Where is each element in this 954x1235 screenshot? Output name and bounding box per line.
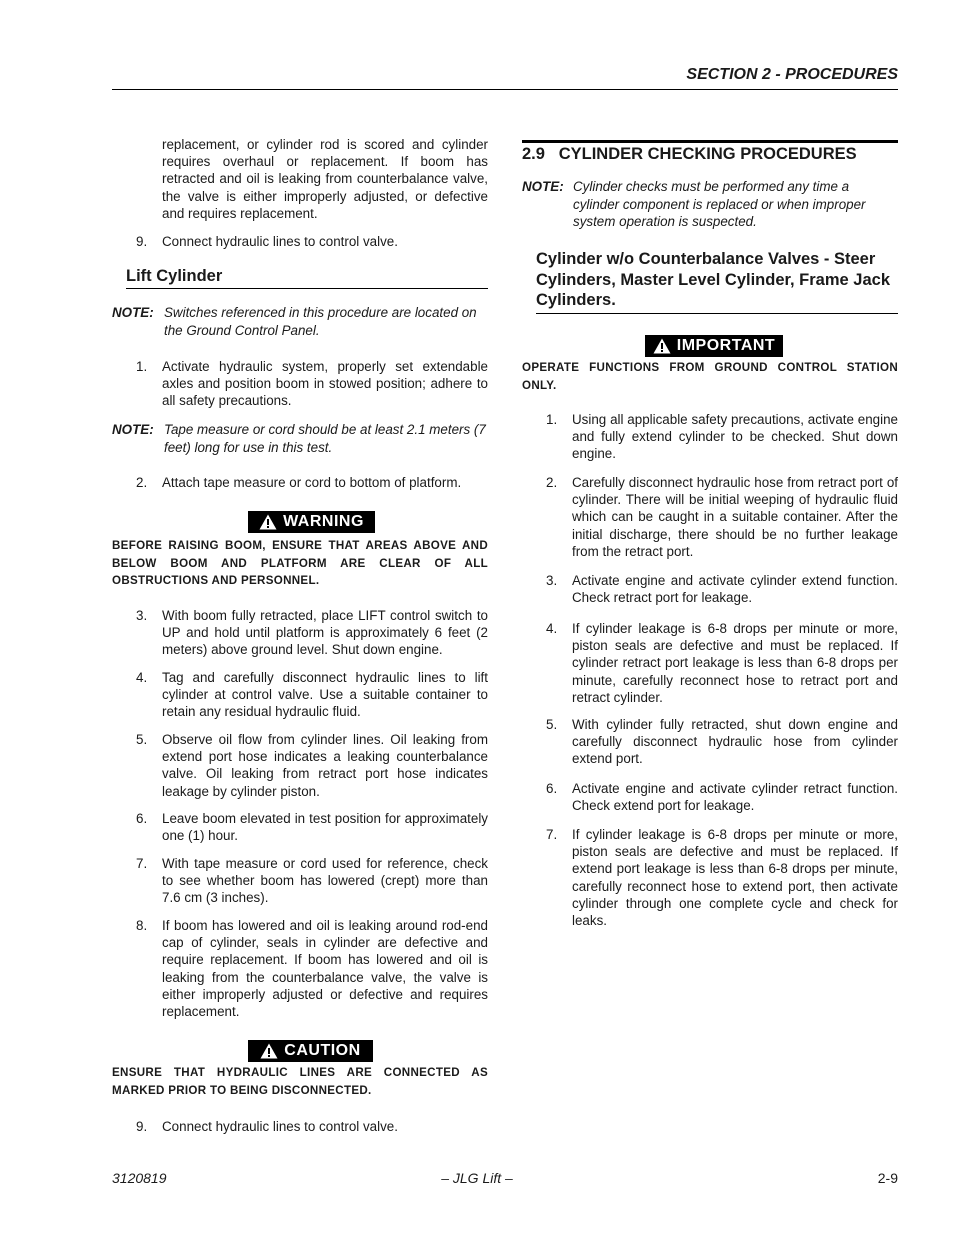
step-text: Using all applicable safety precautions, activate engine and fully extend cylinder to be checked. Shut down engine.	[572, 412, 898, 462]
step-number: 8.	[136, 918, 148, 933]
step-number: 1.	[136, 359, 148, 374]
caution-badge	[248, 1040, 373, 1062]
important-label: IMPORTANT	[676, 337, 776, 354]
list-item	[136, 358, 488, 410]
section-title: SECTION 2 - PROCEDURES	[686, 66, 898, 83]
step-text: With boom fully retracted, place LIFT control switch to UP and hold until platform is approximately 6 feet (2 meters) above ground level. Shut down engine.	[162, 608, 488, 658]
important-text: OPERATE FUNCTIONS FROM GROUND CONTROL STATION ONLY.	[522, 361, 898, 392]
footer-center: – JLG Lift –	[441, 1170, 513, 1186]
caution-triangle-icon	[260, 1043, 278, 1059]
note-label: NOTE:	[522, 179, 564, 194]
step-text: Activate engine and activate cylinder extend function. Check retract port for leakage.	[572, 573, 898, 606]
subheading-underline	[536, 313, 898, 314]
step-number: 5.	[136, 732, 148, 747]
step-text: Activate engine and activate cylinder retract function. Check extend port for leakage.	[572, 781, 898, 814]
important-triangle-icon	[653, 338, 671, 354]
cylinder-subheading: Cylinder w/o Counterbalance Valves - Steer Cylinders, Master Level Cylinder, Frame Jack Cylinders.	[536, 250, 891, 309]
warning-label: WARNING	[283, 513, 364, 530]
note-text: Cylinder checks must be performed any time a cylinder component is replaced or when improper system operation is suspected.	[573, 179, 866, 229]
step-number: 7.	[546, 827, 558, 842]
step-text: If cylinder leakage is 6-8 drops per minute or more, piston seals are defective and must be replaced. If cylinder retract port leakage is less than 6-8 drops per minute, carefully reconnect hose to retract port and retract cylinder.	[572, 621, 898, 705]
important-badge	[645, 335, 783, 357]
intro-paragraph: replacement, or cylinder rod is scored and cylinder requires overhaul or replacement. If boom has retracted and oil is leaking from counterbalance valve, the valve is either improperly adjusted, or defective and requires replacement.	[162, 137, 488, 221]
step-text: With tape measure or cord used for reference, check to see whether boom has lowered (crept) more than 7.6 cm (3 inches).	[162, 856, 488, 906]
lift-cylinder-heading: Lift Cylinder	[126, 267, 223, 285]
step-text: Carefully disconnect hydraulic hose from retract port of cylinder. There will be initial weeping of hydraulic fluid which can be caught in a suitable container. After the initial discharge, there should be no further leakage from the retract port.	[572, 475, 898, 559]
step-text: If cylinder leakage is 6-8 drops per minute or more, piston seals are defective and must be replaced. If extend port leakage is less than 6-8 drops per minute, carefully reconnect hose to extend port, then activate cylinder through one complete cycle and check for leaks.	[572, 827, 898, 929]
step-number: 7.	[136, 856, 148, 871]
list-item	[136, 1118, 488, 1136]
section-top-rule	[522, 140, 898, 143]
warning-triangle-icon	[259, 514, 277, 530]
step-text: With cylinder fully retracted, shut down engine and carefully disconnect hydraulic hose from cylinder extend port.	[572, 717, 898, 767]
step-number: 2.	[136, 475, 148, 490]
step-number: 5.	[546, 717, 558, 732]
step-number: 6.	[546, 781, 558, 796]
step-text: If boom has lowered and oil is leaking around rod-end cap of cylinder, seals in cylinder are defective and require replacement. If boom has lowered and oil is leaking from the counterbalance valve, the valve is either improperly adjusted or defective and requires replacement.	[162, 918, 488, 1020]
doc-number: 3120819	[112, 1170, 167, 1186]
step-text: Leave boom elevated in test position for approximately one (1) hour.	[162, 811, 488, 844]
step-number: 4.	[546, 621, 558, 636]
note-text: Switches referenced in this procedure are located on the Ground Control Panel.	[164, 305, 477, 338]
step-number: 1.	[546, 412, 558, 427]
step-number: 2.	[546, 475, 558, 490]
step-text: Tag and carefully disconnect hydraulic lines to lift cylinder at control valve. Use a suitable container to retain any residual hydraulic fluid.	[162, 670, 488, 720]
step-number: 4.	[136, 670, 148, 685]
note-text: Tape measure or cord should be at least 2.1 meters (7 feet) long for use in this test.	[164, 422, 486, 455]
step-number: 6.	[136, 811, 148, 826]
step-number: 3.	[136, 608, 148, 623]
caution-label: CAUTION	[284, 1042, 361, 1059]
page-number: 2-9	[877, 1170, 898, 1186]
step-text: Observe oil flow from cylinder lines. Oil leaking from extend port hose indicates a leaking counterbalance valve. Oil leaking from retract port hose indicates leakage by cylinder piston.	[162, 732, 488, 799]
step-text: Connect hydraulic lines to control valve.	[162, 234, 398, 249]
list-item	[136, 233, 488, 251]
list-item	[136, 474, 488, 492]
caution-text: ENSURE THAT HYDRAULIC LINES ARE CONNECTED AS MARKED PRIOR TO BEING DISCONNECTED.	[112, 1066, 488, 1097]
section-heading: 2.9 CYLINDER CHECKING PROCEDURES	[522, 145, 857, 163]
step-text: Activate hydraulic system, properly set extendable axles and position boom in stowed position; adhere to all safety precautions.	[162, 359, 488, 409]
header-divider	[112, 89, 898, 90]
step-text: Connect hydraulic lines to control valve.	[162, 1119, 398, 1134]
step-number: 3.	[546, 573, 558, 588]
note-label: NOTE:	[112, 305, 154, 320]
heading-underline	[126, 288, 488, 289]
warning-text: BEFORE RAISING BOOM, ENSURE THAT AREAS ABOVE AND BELOW BOOM AND PLATFORM ARE CLEAR OF ALL OBSTRUCTIONS AND PERSONNEL.	[112, 539, 488, 587]
step-text: Attach tape measure or cord to bottom of platform.	[162, 475, 462, 490]
warning-badge	[248, 511, 375, 533]
note-label: NOTE:	[112, 422, 154, 437]
step-number: 9.	[136, 1119, 148, 1134]
step-number: 9.	[136, 234, 148, 249]
